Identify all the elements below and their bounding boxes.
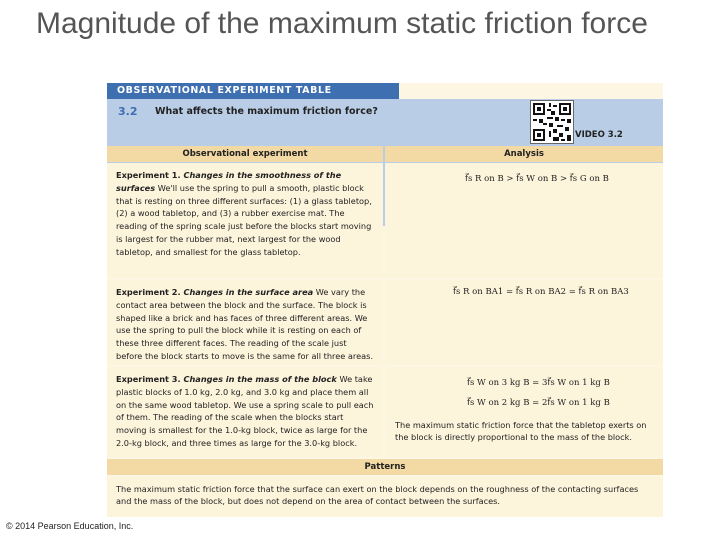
copyright-notice: © 2014 Pearson Education, Inc. [6,521,134,531]
experiment-3-title: Changes in the mass of the block [183,374,337,384]
column-header-analysis: Analysis [385,146,663,162]
experiment-2-title: Changes in the surface area [183,287,314,297]
experiment-1-analysis [385,163,663,278]
experiment-1-text: We'll use the spring to pull a smooth, plastic block that is resting on three different surfaces: (1) a glass tabletop, (2) a wood tabletop, and (3) a rubber exercise mat. The reading of the spring scale just before the blocks start moving is largest for the rubber mat, next largest for the wood tabletop, and smallest for the glass tabletop. [116,182,372,257]
experiment-3-text: We take plastic blocks of 1.0 kg, 2.0 kg, and 3.0 kg and place them all on the same wood tabletop. We use a spring scale to pull each of them. The reading of the scale when the blocks start moving is smallest for the 1.0-kg block, twice as large for the 2.0-kg block, and three times as large for the 3.0-kg block. [116,374,374,448]
experiment-1-label: Experiment 1. [116,170,184,180]
experiment-2-label: Experiment 2. [116,287,184,297]
experiment-1-title: Changes in the smoothness of the surfaces [116,170,342,193]
table-header: OBSERVATIONAL EXPERIMENT TABLE [107,83,399,99]
qr-code-icon[interactable] [530,100,574,144]
qr-code-graphic [531,101,573,143]
experiment-1-description [107,163,383,278]
observational-experiment-table [107,83,663,517]
experiment-3-description [107,367,383,457]
experiment-2-analysis [385,280,663,365]
column-header-observational: Observational experiment [107,146,383,162]
video-link[interactable]: VIDEO 3.2 [575,130,623,140]
experiment-3-conclusion: The maximum static friction force that the tabletop exerts on the block is directly proportional to the mass of the block. [395,420,647,442]
experiment-3-analysis [385,367,663,457]
table-number: 3.2 [118,105,138,118]
table-question: What affects the maximum friction force? [155,106,378,117]
experiment-3-formula-a: f⃗s W on 3 kg B = 3f⃗s W on 1 kg B [467,378,610,388]
experiment-2-text: We vary the contact area between the block and the surface. The block is shaped like a brick and has faces of three different areas. We use the spring to pull the block while it is resting on each of these three different faces. The reading of the scale just before the block starts to move is the same for all three areas. [116,287,374,361]
experiment-3-formula-b: f⃗s W on 2 kg B = 2f⃗s W on 1 kg B [467,398,610,408]
slide-title: Magnitude of the maximum static friction force [36,7,648,40]
experiment-2-formula: f⃗s R on BA1 = f⃗s R on BA2 = f⃗s R on BA3 [453,287,629,297]
patterns-header: Patterns [107,459,663,475]
experiment-3-label: Experiment 3. [116,374,184,384]
patterns-text: The maximum static friction force that the surface can exert on the block depends on the roughness of the contacting surfaces and the mass of the block, but does not depend on the area of contact between the surfaces. [107,477,663,517]
experiment-2-description [107,280,383,365]
experiment-1-formula: f⃗s R on B > f⃗s W on B > f⃗s G on B [465,174,609,184]
